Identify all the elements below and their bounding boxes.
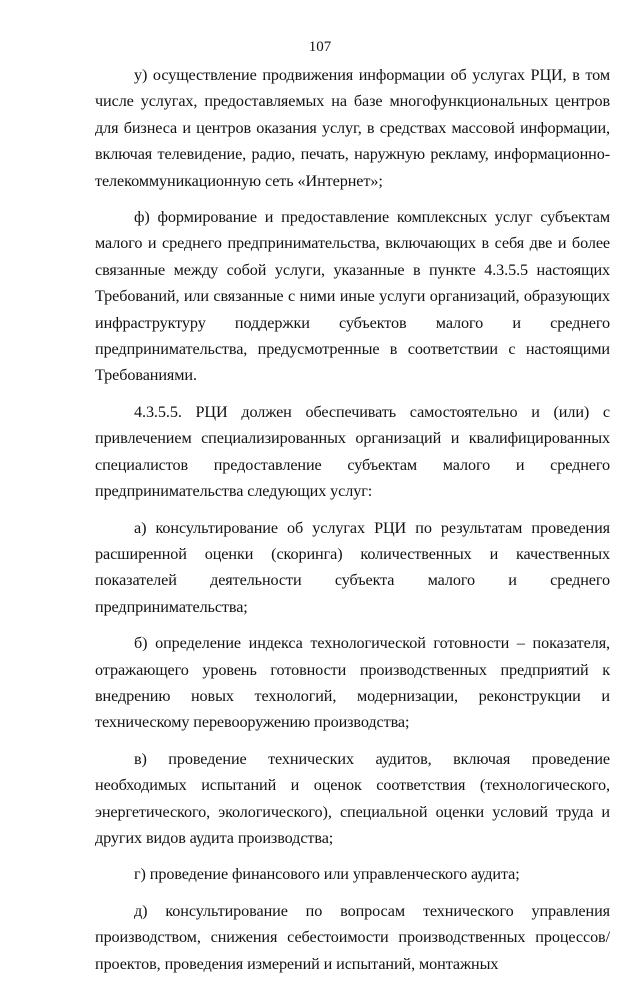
paragraph-d: д) консультирование по вопросам технического управления производством, снижения себестоимости производственных процессов/проектов, проведения измерений и испытаний, монтажных [95, 901, 610, 973]
document-body [95, 62, 610, 987]
paragraph-a: а) консультирование об услугах РЦИ по результатам проведения расширенной оценки (скоринга) количественных и качественных показателей деятельности субъекта малого и среднего предпринимательства; [95, 518, 610, 616]
page-number: 107 [308, 39, 332, 55]
paragraph-b: б) определение индекса технологической готовности – показателя, отражающего уровень готовности производственных предприятий к внедрению новых технологий, модернизации, реконструкции и техническому перевооружению производства; [95, 634, 610, 732]
paragraph-v: в) проведение технических аудитов, включая проведение необходимых испытаний и оценок соответствия (технологического, энергетического, экологического), специальной оценки условий труда и других видов аудита производства; [95, 749, 610, 847]
paragraph-u: у) осуществление продвижения информации об услугах РЦИ, в том числе услугах, предоставляемых на базе многофункциональных центров для бизнеса и центров оказания услуг, в средствах массовой информации, включая телевидение, радио, печать, наружную рекламу, информационно-телекоммуникационную сеть «Интернет»; [95, 66, 610, 190]
paragraph-g: г) проведение финансового или управленческого аудита; [134, 865, 520, 884]
paragraph-f: ф) формирование и предоставление комплексных услуг субъектам малого и среднего предпринимательства, включающих в себя две и более связанные между собой услуги, указанные в пункте 4.3.5.5 настоящих Требований, или связанные с ними иные услуги организаций, образующих инфраструктуру поддержки субъектов малого и среднего предпринимательства, предусмотренные в соответствии с настоящими Требованиями. [95, 208, 610, 385]
paragraph-4-3-5-5: 4.3.5.5. РЦИ должен обеспечивать самостоятельно и (или) с привлечением специализированных организаций и квалифицированных специалистов предоставление субъектам малого и среднего предпринимательства следующих услуг: [95, 402, 610, 501]
